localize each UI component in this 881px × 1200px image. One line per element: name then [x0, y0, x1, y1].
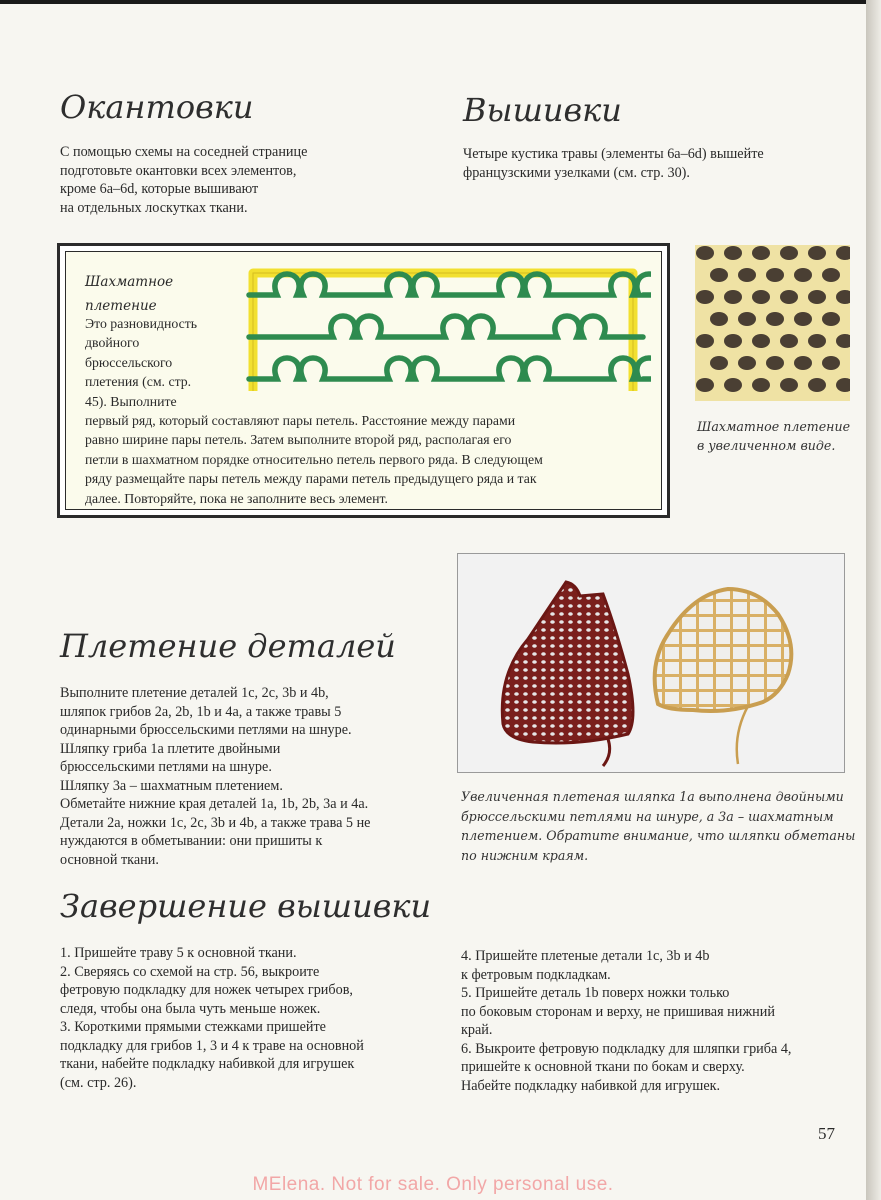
mesh-hole — [808, 246, 826, 260]
mesh-hole — [822, 356, 840, 370]
mesh-hole — [780, 290, 798, 304]
text-line: Шляпку гриба 1a плетите двойными — [60, 740, 281, 757]
mesh-hole — [808, 378, 826, 392]
mesh-hole — [710, 356, 728, 370]
text-line: основной ткани. — [60, 851, 159, 868]
mesh-hole — [710, 312, 728, 326]
mesh-hole — [822, 312, 840, 326]
text-line: далее. Повторяйте, пока не заполните весь элемент. — [85, 490, 388, 506]
text-line: Выполните плетение деталей 1c, 2c, 3b и 4b, — [60, 685, 329, 701]
checkerboard-loop-diagram — [239, 257, 651, 393]
page-gutter-shadow — [866, 0, 881, 1200]
lace-caps-photo — [457, 553, 845, 773]
text-line: 3. Короткими прямыми стежками пришейте — [60, 1019, 326, 1035]
zavershenie-left-text — [60, 944, 445, 1092]
zavershenie-right-text — [461, 947, 861, 1095]
page-number: 57 — [818, 1124, 835, 1143]
box-body-text — [85, 411, 660, 508]
caption-line: Увеличенная плетеная шляпка 1a выполнена двойными — [461, 789, 844, 804]
text-line: подготовьте окантовки всех элементов, — [60, 162, 297, 179]
text-line: петли в шахматном порядке относительно петель первого ряда. В следующем — [85, 451, 543, 467]
text-line: французскими узелками (см. стр. 30). — [463, 164, 690, 181]
caption-line: плетением. Обратите внимание, что шляпки обметаны — [461, 828, 856, 843]
heading-zavershenie-vyshivki: Завершение вышивки — [60, 887, 432, 925]
text-line: брюссельскими петлями на шнуре. — [60, 759, 272, 775]
pletenie-text — [60, 684, 450, 869]
text-line: шляпок грибов 2a, 2b, 1b и 4a, а также травы 5 — [60, 703, 342, 720]
mesh-hole — [752, 378, 770, 392]
box-title-line: плетение — [85, 298, 157, 314]
mesh-hole — [794, 268, 812, 282]
text-line: пришейте к основной ткани по бокам и сверху. — [461, 1059, 745, 1075]
mesh-hole — [794, 356, 812, 370]
mesh-hole — [808, 334, 826, 348]
text-line: двойного — [85, 335, 140, 351]
text-line: Четыре кустика травы (элементы 6a–6d) вышейте — [463, 146, 764, 162]
vyshivki-text — [463, 145, 853, 182]
text-line: ткани, набейте подкладку набивкой для игрушек — [60, 1056, 355, 1072]
text-line: равно ширине пары петель. Затем выполните второй ряд, располагая его — [85, 432, 512, 448]
mesh-hole — [780, 246, 798, 260]
text-line: нуждаются в обметывании: они пришиты к — [60, 833, 323, 849]
mesh-caption — [697, 417, 857, 455]
text-line: Детали 2a, ножки 1c, 2c, 3b и 4b, а также трава 5 не — [60, 814, 371, 831]
text-line: 4. Пришейте плетеные детали 1c, 3b и 4b — [461, 948, 710, 964]
text-line: Набейте подкладку набивкой для игрушек. — [461, 1077, 721, 1094]
mesh-hole — [724, 246, 742, 260]
text-line: 6. Выкроите фетровую подкладку для шляпки гриба 4, — [461, 1040, 792, 1057]
mesh-hole — [696, 378, 714, 392]
text-line: на отдельных лоскутках ткани. — [60, 199, 248, 216]
text-line: ряду размещайте пары петель между парами петель предыдущего ряда и так — [85, 471, 537, 487]
caps-caption — [461, 787, 861, 865]
mesh-hole — [696, 334, 714, 348]
text-line: одинарными брюссельскими петлями на шнуре. — [60, 722, 352, 738]
mesh-hole — [808, 290, 826, 304]
caption-line: в увеличенном виде. — [697, 438, 836, 453]
mesh-hole — [752, 290, 770, 304]
text-line: кроме 6a–6d, которые вышивают — [60, 181, 259, 197]
text-line: 5. Пришейте деталь 1b поверх ножки только — [461, 985, 730, 1001]
gold-cap-stem — [737, 706, 748, 764]
gold-lace-cap — [655, 589, 792, 711]
text-line: С помощью схемы на соседней странице — [60, 144, 308, 160]
okantovki-text — [60, 143, 390, 217]
heading-pletenie-detalei: Плетение деталей — [60, 627, 396, 665]
mesh-hole — [752, 246, 770, 260]
text-line: фетровую подкладку для ножек четырех грибов, — [60, 982, 353, 998]
mesh-hole — [696, 290, 714, 304]
mesh-hole — [766, 268, 784, 282]
text-line: (см. стр. 26). — [60, 1074, 137, 1091]
caption-line: брюссельскими петлями на шнуре, а 3a – шахматным — [461, 808, 834, 824]
loop-row — [249, 358, 651, 379]
mesh-hole — [780, 334, 798, 348]
mesh-hole — [738, 268, 756, 282]
mesh-hole — [766, 356, 784, 370]
mesh-hole — [738, 312, 756, 326]
mesh-hole — [724, 290, 742, 304]
lace-caps-illustration — [458, 554, 844, 772]
mesh-hole — [738, 356, 756, 370]
red-lace-cap — [502, 582, 633, 743]
heading-vyshivki: Вышивки — [463, 91, 622, 129]
mesh-hole — [710, 268, 728, 282]
mesh-hole — [724, 378, 742, 392]
caption-line: Шахматное плетение — [697, 419, 851, 434]
checkerboard-mesh-photo — [695, 245, 850, 401]
text-line: Это разновидность — [85, 316, 198, 331]
text-line: 1. Пришейте траву 5 к основной ткани. — [60, 945, 297, 961]
text-line: Обметайте нижние края деталей 1a, 1b, 2b, 3a и 4a. — [60, 796, 369, 812]
box-title — [85, 270, 195, 318]
loop-row — [249, 316, 643, 337]
text-line: брюссельского — [85, 354, 173, 370]
mesh-hole — [724, 334, 742, 348]
mesh-hole — [794, 312, 812, 326]
mesh-hole — [752, 334, 770, 348]
caption-line: по нижним краям. — [461, 847, 589, 863]
text-line: 2. Сверяясь со схемой на стр. 56, выкроите — [60, 963, 320, 980]
watermark: MElena. Not for sale. Only personal use. — [252, 1174, 614, 1195]
top-border — [0, 0, 866, 4]
text-line: 45). Выполните — [85, 393, 177, 409]
text-line: первый ряд, который составляют пары петель. Расстояние между парами — [85, 413, 516, 428]
red-cap-stem — [603, 739, 610, 766]
text-line: по боковым сторонам и верху, не пришивая нижний — [461, 1003, 775, 1020]
mesh-hole — [780, 378, 798, 392]
mesh-hole — [766, 312, 784, 326]
text-line: плетения (см. стр. — [85, 374, 192, 390]
mesh-hole — [822, 268, 840, 282]
mesh-hole — [696, 246, 714, 260]
box-intro-text — [85, 314, 245, 411]
box-title-line: Шахматное — [85, 274, 174, 290]
text-line: к фетровым подкладкам. — [461, 966, 611, 983]
text-line: край. — [461, 1022, 493, 1038]
text-line: подкладку для грибов 1, 3 и 4 к траве на основной — [60, 1037, 364, 1054]
text-line: следя, чтобы она была чуть меньше ножек. — [60, 1000, 321, 1017]
heading-okantovki: Окантовки — [60, 88, 254, 126]
text-line: Шляпку 3a – шахматным плетением. — [60, 777, 283, 794]
